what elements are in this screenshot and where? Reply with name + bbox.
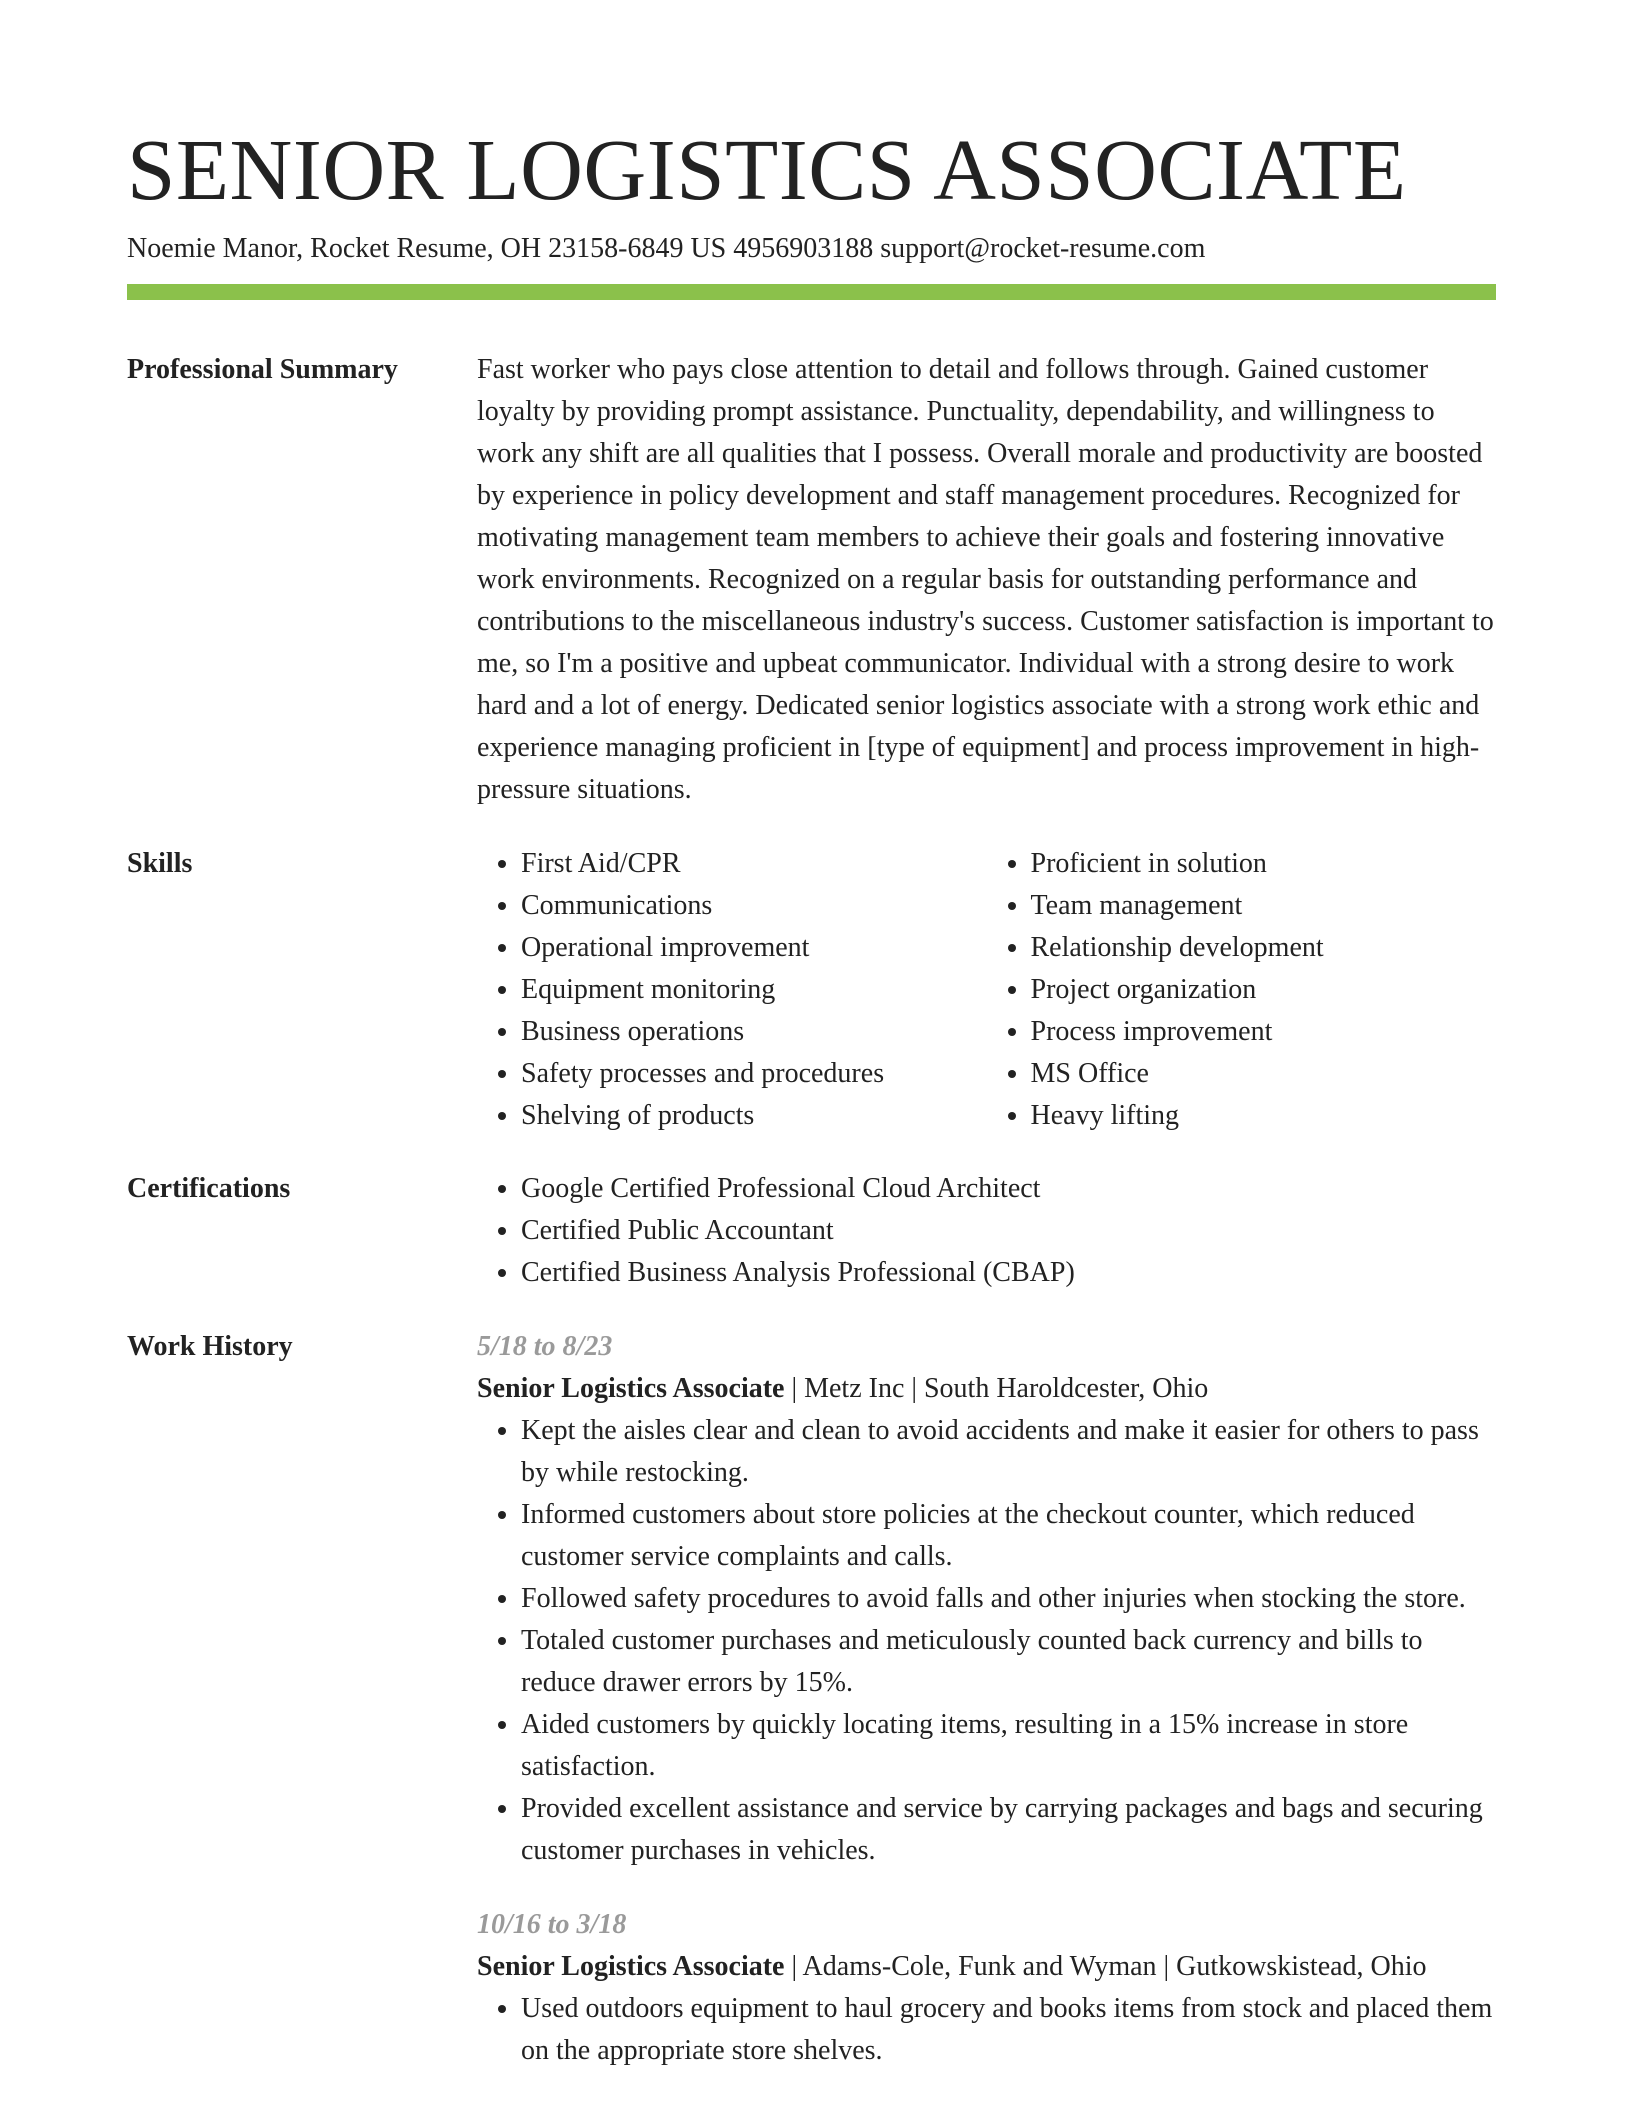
certification-item: • Certified Public Accountant — [521, 1210, 1496, 1252]
skill-item: • Relationship development — [1031, 927, 1497, 969]
accent-divider — [127, 284, 1496, 300]
contact-info: Noemie Manor, Rocket Resume, OH 23158-6849 US 4956903188 support@rocket-resume.com — [127, 233, 1206, 264]
certifications-label: Certifications — [127, 1173, 291, 1204]
summary-content — [477, 349, 1496, 811]
skill-item: • Communications — [521, 885, 987, 927]
work-history-label: Work History — [127, 1331, 293, 1362]
job-employer-location: | Metz Inc | South Haroldcester, Ohio — [784, 1373, 1209, 1404]
skill-item: • Heavy lifting — [1031, 1095, 1497, 1137]
certification-item: • Google Certified Professional Cloud Architect — [521, 1168, 1496, 1210]
job-title: Senior Logistics Associate — [477, 1951, 785, 1982]
job-duty: • Kept the aisles clear and clean to avoid accidents and make it easier for others to pass by while restocking. — [521, 1410, 1496, 1494]
job-duty: • Used outdoors equipment to haul grocery and books items from stock and placed them on the appropriate store shelves. — [521, 1988, 1496, 2072]
resume-title: SENIOR LOGISTICS ASSOCIATE — [127, 121, 1407, 218]
skill-item: • Business operations — [521, 1011, 987, 1053]
job-duties-list — [477, 1410, 1496, 1872]
skill-item: • Project organization — [1031, 969, 1497, 1011]
skills-list-right — [987, 843, 1497, 1137]
skills-list-left — [477, 843, 987, 1137]
skill-item: • Team management — [1031, 885, 1497, 927]
skill-item: • Equipment monitoring — [521, 969, 987, 1011]
job-heading — [477, 1368, 1496, 1410]
job-entry — [477, 1904, 1496, 2072]
skill-item: • Safety processes and procedures — [521, 1053, 987, 1095]
summary-text: Fast worker who pays close attention to detail and follows through. Gained customer loyalty by providing prompt assistance. Punctuality, dependability, and willingness to work any shift are all qualities that I possess. Overall morale and productivity are boosted by experience in policy development and staff management procedures. Recognized for motivating management team members to achieve their goals and fostering innovative work environments. Recognized on a regular basis for outstanding performance and contributions to the miscellaneous industry's success. Customer satisfaction is important to me, so I'm a positive and upbeat communicator. Individual with a strong desire to work hard and a lot of energy. Dedicated senior logistics associate with a strong work ethic and experience managing proficient in [type of equipment] and process improvement in high-pressure situations. — [477, 354, 1494, 805]
skill-item: • Process improvement — [1031, 1011, 1497, 1053]
job-duty: • Totaled customer purchases and meticulously counted back currency and bills to reduce drawer errors by 15%. — [521, 1620, 1496, 1704]
certifications-content — [477, 1168, 1496, 1294]
job-duty: • Informed customers about store policies at the checkout counter, which reduced customer service complaints and calls. — [521, 1494, 1496, 1578]
summary-label: Professional Summary — [127, 354, 398, 385]
certifications-list — [477, 1168, 1496, 1294]
job-entry — [477, 1326, 1496, 1872]
skill-item: • Proficient in solution — [1031, 843, 1497, 885]
certification-item: • Certified Business Analysis Professional (CBAP) — [521, 1252, 1496, 1294]
job-title: Senior Logistics Associate — [477, 1373, 785, 1404]
skills-content — [477, 843, 1496, 1137]
job-duty: • Followed safety procedures to avoid falls and other injuries when stocking the store. — [521, 1578, 1496, 1620]
job-dates: 5/18 to 8/23 — [477, 1331, 613, 1362]
skill-item: • MS Office — [1031, 1053, 1497, 1095]
job-dates: 10/16 to 3/18 — [477, 1909, 627, 1940]
skill-item: • First Aid/CPR — [521, 843, 987, 885]
skill-item: • Operational improvement — [521, 927, 987, 969]
skill-item: • Shelving of products — [521, 1095, 987, 1137]
job-heading — [477, 1946, 1496, 1988]
work-history-content — [477, 1326, 1496, 2072]
job-employer-location: | Adams-Cole, Funk and Wyman | Gutkowskistead, Ohio — [784, 1951, 1427, 1982]
job-duties-list — [477, 1988, 1496, 2072]
job-duty: • Aided customers by quickly locating items, resulting in a 15% increase in store satisfaction. — [521, 1704, 1496, 1788]
job-duty: • Provided excellent assistance and service by carrying packages and bags and securing customer purchases in vehicles. — [521, 1788, 1496, 1872]
skills-label: Skills — [127, 848, 193, 879]
